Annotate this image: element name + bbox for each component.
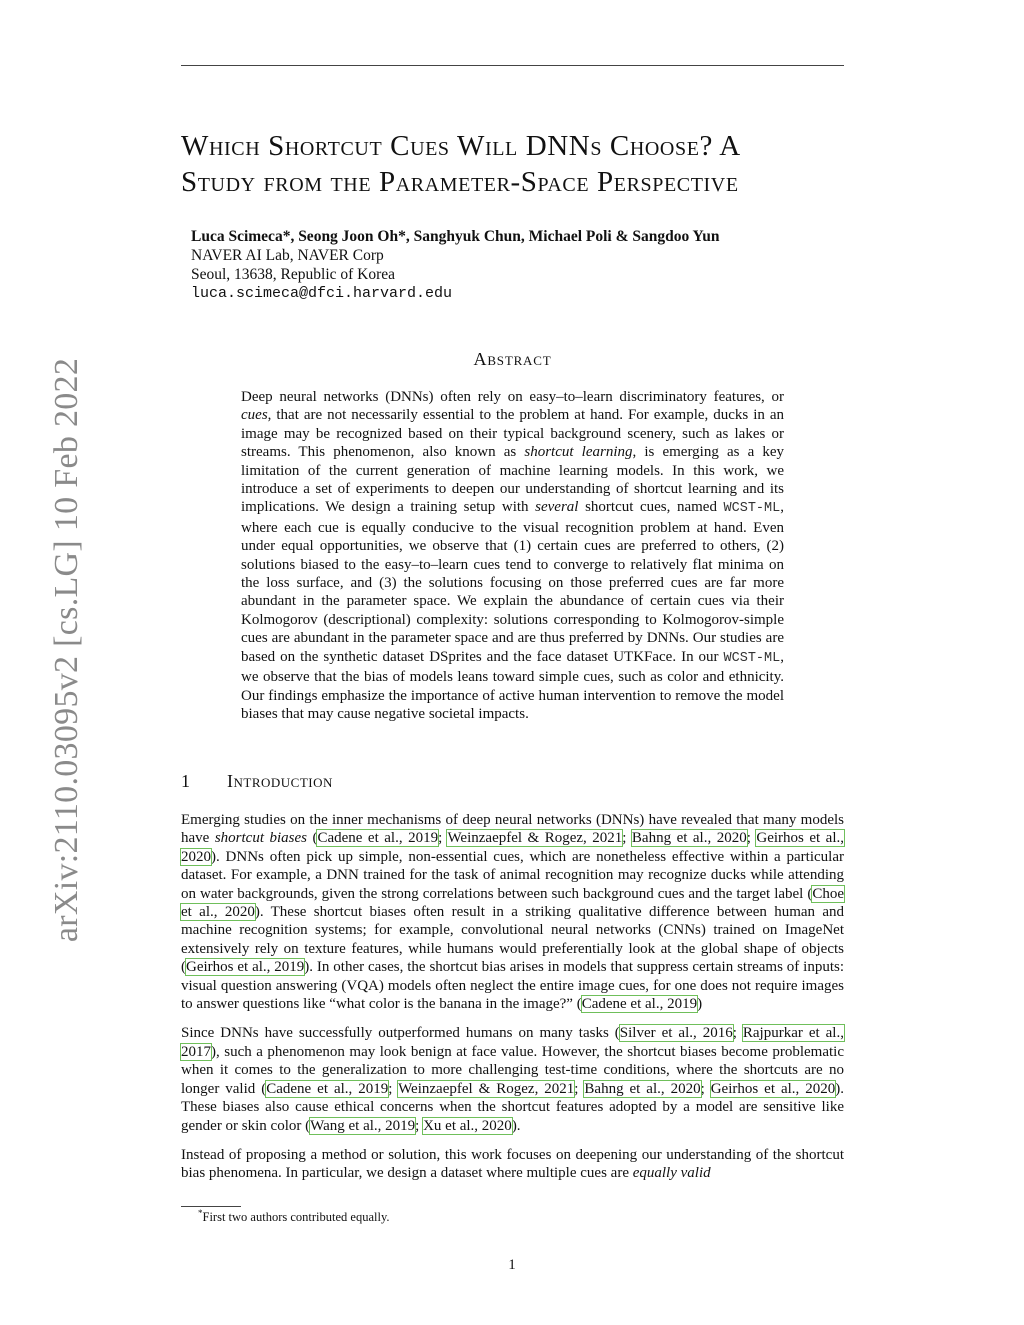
body-text: ). In other cases, the shortcut bias arises in models that suppress certain streams of inputs: visual question answering (VQA) models often neglect the entire image cues, for one does not require images to answer questions like “what color is the banana in the image?” ( xyxy=(181,959,844,1013)
body-text: ; xyxy=(574,1080,585,1097)
introduction-body xyxy=(181,811,844,1194)
citation-link[interactable]: Xu et al., 2020 xyxy=(423,1117,512,1134)
citation-link[interactable]: Bahng et al., 2020 xyxy=(631,830,747,847)
paper-title xyxy=(181,128,861,200)
abstract-text: shortcut cues, named xyxy=(578,499,724,516)
body-text: Since DNNs have successfully outperformed humans on many tasks ( xyxy=(181,1025,620,1042)
citation-link[interactable]: Geirhos et al., 2020 xyxy=(710,1080,836,1097)
title-line-2: Study from the Parameter-Space Perspective xyxy=(181,166,739,198)
abstract-text: , is emerging as a key limitation of the current generation of machine learning models. In this work, we introduce a set of experiments to deepen our understanding of shortcut learning and its implications. We design a training setup with xyxy=(241,444,784,516)
arxiv-id: arXiv:2110.03095v2 [cs.LG] 10 Feb 2022 xyxy=(48,357,85,943)
body-text: ( xyxy=(306,830,318,847)
abstract-emphasis: cues xyxy=(241,407,268,424)
citation-link[interactable]: Bahng et al., 2020 xyxy=(584,1080,701,1097)
abstract-text: , where each cue is equally conducive to the visual recognition problem at hand. Even under equal opportunities, we observe that (1) certain cues are preferred to others, (2) solutions biased to the easy–to–learn cues tend to converge to relatively flat minima on the loss surface, and (3) the solutions focusing on those preferred cues are far more abundant in the parameter space. We explain the abundance of certain cues via their Kolmogorov (descriptional) complexity: solutions corresponding to Kolmogorov-simple cues are abundant in the parameter space and are thus preferred by DNNs. Our studies are based on the synthetic dataset DSprites and the face dataset UTKFace. In our xyxy=(241,499,784,665)
section-title: Introduction xyxy=(227,771,333,791)
dataset-name-code: WCST-ML xyxy=(723,501,781,517)
citation-link[interactable]: Geirhos et al., 2019 xyxy=(186,959,305,976)
section-number: 1 xyxy=(181,771,191,791)
author-email: luca.scimeca@dfci.harvard.edu xyxy=(191,285,453,302)
citation-link[interactable]: Cadene et al., 2019 xyxy=(317,830,439,847)
author-names: Luca Scimeca*, Seong Joon Oh*, Sanghyuk Chun, Michael Poli & Sangdoo Yun xyxy=(191,228,720,245)
body-text: ; xyxy=(438,830,448,847)
citation-link[interactable]: Cadene et al., 2019 xyxy=(581,996,698,1013)
citation-link[interactable]: Geirhos et al., 2020 xyxy=(181,830,844,865)
intro-paragraph-1 xyxy=(181,811,844,1013)
intro-paragraph-2 xyxy=(181,1024,844,1134)
dataset-name-code: WCST-ML xyxy=(723,650,781,666)
abstract-body xyxy=(241,388,784,723)
title-line-1: Which Shortcut Cues Will DNNs Choose? A xyxy=(181,130,741,162)
body-text: ). These shortcut biases often result in a striking qualitative difference between human and machine recognition systems; for example, convolutional neural networks (CNNs) trained on ImageNet extensively rely on texture features, while humans would preferentially look at the global shape of objects ( xyxy=(181,904,845,976)
abstract-text: , we observe that the bias of models leans toward simple cues, such as color and ethnicity. Our findings emphasize the importance of active human intervention to remove the model biases that may cause negative societal impacts. xyxy=(241,648,784,722)
abstract-emphasis: several xyxy=(535,499,579,516)
body-text: ), such a phenomenon may look benign at face value. However, the shortcut biases become problematic when it comes to the generalization to more challenging test-time conditions, where the shortcuts are no longer valid ( xyxy=(181,1043,844,1097)
body-text: ; xyxy=(700,1080,711,1097)
body-text: ; xyxy=(415,1117,424,1134)
body-text: ) xyxy=(697,996,703,1013)
author-block xyxy=(191,227,831,303)
footnote-mark: * xyxy=(198,1208,203,1218)
footnote-text: First two authors contributed equally. xyxy=(202,1210,390,1225)
intro-paragraph-3 xyxy=(181,1146,844,1183)
header-rule xyxy=(181,65,844,66)
citation-link[interactable]: Rajpurkar et al., 2017 xyxy=(181,1025,844,1060)
body-text: ; xyxy=(622,830,632,847)
body-text: ). DNNs often pick up simple, non-essential cues, which are nonetheless effective within a particular dataset. For example, a DNN trained for the task of animal recognition may recognize ducks while attending on water backgrounds, given the strong correlations between such background cues and the target label ( xyxy=(181,848,844,902)
abstract-emphasis: shortcut learning xyxy=(524,444,633,461)
body-text: ; xyxy=(746,830,757,847)
affiliation: NAVER AI Lab, NAVER Corp xyxy=(191,247,384,264)
citation-link[interactable]: Cadene et al., 2019 xyxy=(266,1080,389,1097)
abstract-text: , that are not necessarily essential to the problem at hand. For example, ducks in an image may be recognized based on their typical background scenery, such as lakes or streams. This phenomenon, also known as xyxy=(241,407,784,461)
body-text: ). xyxy=(511,1117,521,1134)
footnote xyxy=(198,1208,390,1225)
body-emphasis: shortcut biases xyxy=(214,830,307,847)
body-text: Instead of proposing a method or solution, this work focuses on deepening our understanding of the shortcut bias phenomena. In particular, we design a dataset where multiple cues are xyxy=(181,1146,844,1182)
citation-link[interactable]: Silver et al., 2016 xyxy=(619,1025,733,1042)
address: Seoul, 13638, Republic of Korea xyxy=(191,266,396,283)
citation-link[interactable]: Weinzaepfel & Rogez, 2021 xyxy=(447,830,623,847)
body-emphasis: equally valid xyxy=(632,1165,711,1182)
body-text: Emerging studies on the inner mechanisms of deep neural networks (DNNs) have revealed that many models have xyxy=(181,812,844,847)
abstract-heading: Abstract xyxy=(473,349,552,369)
citation-link[interactable]: Choe et al., 2020 xyxy=(181,885,844,921)
body-text: ). These biases also cause ethical concerns when the shortcut features adopted by a model are sensitive like gender or skin color ( xyxy=(181,1080,844,1134)
body-text: ; xyxy=(388,1080,399,1097)
section-heading xyxy=(181,771,333,792)
footnote-rule xyxy=(181,1206,241,1207)
abstract-text: Deep neural networks (DNNs) often rely on easy–to–learn discriminatory features, or xyxy=(241,389,784,405)
page-number: 1 xyxy=(508,1257,516,1273)
body-text: ; xyxy=(732,1025,743,1042)
citation-link[interactable]: Weinzaepfel & Rogez, 2021 xyxy=(398,1080,575,1097)
citation-link[interactable]: Wang et al., 2019 xyxy=(310,1117,416,1134)
